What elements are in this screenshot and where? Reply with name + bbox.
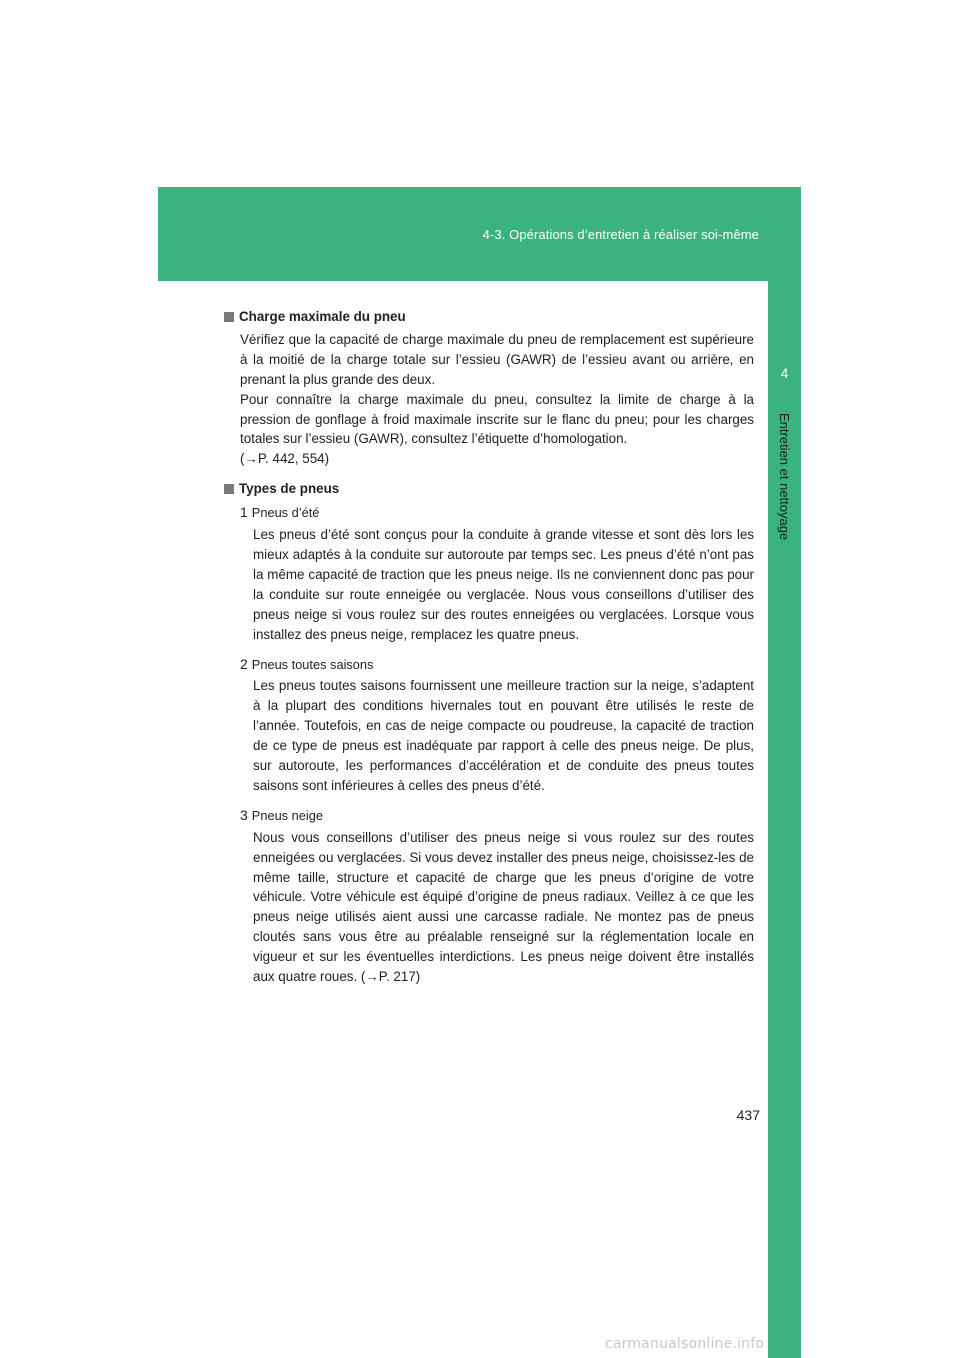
list-item-number: 3 xyxy=(240,806,248,823)
square-bullet-icon xyxy=(224,484,234,494)
page-reference-link[interactable]: (→P. 442, 554) xyxy=(240,451,330,467)
list-item-title xyxy=(240,503,754,523)
chapter-side-tab xyxy=(768,281,801,1358)
list-item-number: 1 xyxy=(240,504,248,521)
list-item-body: Les pneus toutes saisons fournissent une meilleure traction sur la neige, s’adaptent à la plupart des conditions hivernales tout en pouvant être utilisés le reste de l’année. Toutefois, en cas de neige compacte ou poudreuse, la capacité de traction de ce type de pneus est inadéquate par rapport à celle des pneus neige. De plus, sur autoroute, les performances d’accélération et de conduite des pneus toutes saisons sont inférieures à celles des pneus d’été. xyxy=(253,678,754,793)
chapter-number: 4 xyxy=(780,365,789,381)
section-heading-text: Charge maximale du pneu xyxy=(239,309,406,324)
list-item-title xyxy=(240,806,754,826)
list-item-number: 2 xyxy=(240,655,248,672)
list-item-body: Nous vous conseillons d’utiliser des pneus neige si vous roulez sur des routes enneigées ou verglacées. Si vous devez installer des pneus neige, choisissez-les de même taille, structure et capacité de charge que les pneus d’origine de votre véhicule. Votre véhicule est équipé d’origine de pneus radiaux. Veillez à ce que les pneus neige utilisés aient aussi une carcasse radiale. Ne montez pas de pneus cloutés sans vous être au préalable renseigné sur la réglementation locale en vigueur et sur les éventuelles interdictions. Les pneus neige doivent être installés aux quatre roues. (→P. 217) xyxy=(253,829,754,985)
section-heading-text: Types de pneus xyxy=(239,481,340,497)
list-item-title-text: Pneus d’été xyxy=(251,505,320,521)
list-item-title-text: Pneus toutes saisons xyxy=(251,656,374,672)
watermark: carmanualsonline.info xyxy=(605,1336,765,1352)
paragraph: Vérifiez que la capacité de charge maximale du pneu de remplacement est supérieure à la moitié de la charge totale sur l’essieu (GAWR) de l’essieu avant ou arrière, en prenant la plus grande des deux. xyxy=(240,331,754,387)
list-item-title-text: Pneus neige xyxy=(251,807,323,823)
paragraph: Pour connaître la charge maximale du pneu, consultez la limite de charge à la pression de gonflage à froid maximale inscrite sur le flanc du pneu; pour les charges totales sur l’essieu (GAWR), consultez l’étiquette d’homologation. xyxy=(240,391,754,447)
section-heading-charge xyxy=(224,307,754,327)
header-band xyxy=(158,187,801,281)
list-item-title xyxy=(240,655,754,675)
section-title: 4-3. Opérations d’entretien à réaliser soi-même xyxy=(482,227,759,242)
page-number: 437 xyxy=(736,1107,760,1123)
square-bullet-icon xyxy=(224,312,234,322)
page-content xyxy=(224,307,754,997)
section-heading-types xyxy=(224,479,754,499)
chapter-label: Entretien et nettoyage xyxy=(777,413,792,541)
list-item-body: Les pneus d’été sont conçus pour la conduite à grande vitesse et sont dès lors les mieux adaptés à la conduite sur autoroute par temps sec. Les pneus d’été n’ont pas la même capacité de traction que les pneus neige. Ils ne conviennent donc pas pour la conduite sur route enneigée ou verglacée. Nous vous conseillons d’utiliser des pneus neige si vous roulez sur des routes enneigées ou verglacées. Lorsque vous installez des pneus neige, remplacez les quatre pneus. xyxy=(253,527,754,642)
